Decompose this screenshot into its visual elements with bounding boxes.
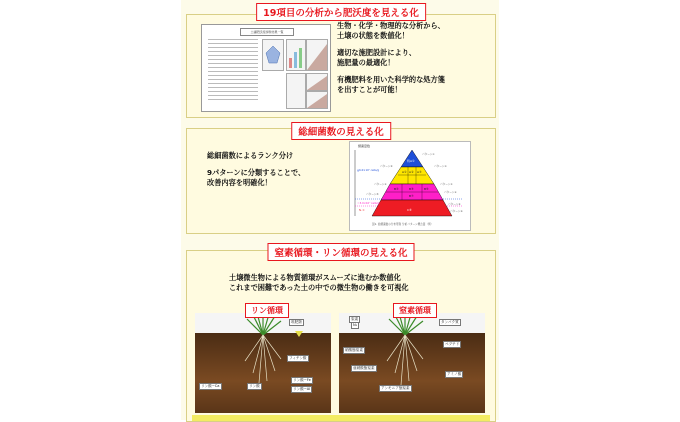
text-line: 生物・化学・物理的な分析から、 [337,21,445,30]
node: N₂ [353,323,358,327]
text-line: 適切な施肥設計により、 [337,48,417,57]
low-label: N. C [359,209,365,212]
phosphorus-cycle-diagram [195,313,331,413]
side-label: パターン③ [434,165,447,168]
side-label: パターン⑦ [366,193,379,196]
node: ペプチド [445,342,460,346]
side-label: パターン⑥ [444,191,457,194]
text-line: 有機肥料を用いた科学的な処方箋 [337,75,445,84]
section2-text [207,151,305,195]
pyramid-caption: 図1. 総細菌数の分布帯別 分析パターン概念図（例） [372,223,434,226]
pyramid-axis-label: 細菌量数 [358,144,371,148]
nitrogen-cycle-label: 窒素循環 [393,303,437,318]
document-page [181,0,499,420]
pyramid-figure [349,141,471,231]
gradient-chart-2 [306,73,328,91]
node: リン酸−Al [293,387,311,391]
lower-threshold: ＜3.0×10⁸ cells/g [357,202,380,205]
text-line: 9パターンに分類することで、 [207,168,306,177]
node: アンモニア態窒素 [381,386,410,390]
node: 硝酸態窒素 [345,348,363,352]
pyramid-svg [350,142,470,230]
section-title: 19項目の分析から肥沃度を見える化 [256,3,426,21]
node: リン酸−Fe [293,378,311,382]
radar-chart [262,39,284,71]
node: タンパク質 [441,320,459,324]
side-label: パターン⑤ [440,183,453,186]
section-title: 窒素循環・リン循環の見える化 [267,243,414,261]
text-line: 改善内容を明確化！ [207,178,272,187]
text-line: 土壌微生物による物質循環がスムーズに進むか数値化 [229,273,401,282]
bottom-bar [192,415,490,421]
pyramid-tier-red [372,200,452,216]
gradient-chart-3 [306,91,328,109]
fertility-section [186,8,496,118]
text-line: を出すことが可能！ [337,85,402,94]
node: リン酸−Ca [201,384,220,388]
analysis-report-thumbnail [201,24,331,112]
section-title: 総細菌数の見える化 [291,122,391,140]
node: 堆肥類 [291,320,302,324]
text-line: 総細菌数によるランク分け [207,151,294,160]
tier-label: B⑦ [409,194,414,198]
tier-label: A② [409,170,414,174]
node: フィチン酸 [289,356,307,360]
upper-threshold: ≧6.0×10⁸ cells/g [357,169,379,172]
tier-label: A③ [417,170,422,174]
tier-label: B④ [394,187,399,191]
plant-roots [339,313,485,413]
text-line: 土壌の状態を数値化！ [337,31,409,40]
table-block [286,73,306,109]
node: 亜硝酸態窒素 [353,366,375,370]
tier-label: C⑧ [407,208,412,212]
nitrogen-cycle-diagram [339,313,485,413]
bar-chart [286,39,306,71]
phosphorus-cycle-label: リン循環 [245,303,289,318]
bacteria-section [186,128,496,234]
section1-text [337,21,445,102]
node: 窒素 [351,317,359,321]
text-line: これまで困難であった土の中での微生物の働きを可視化 [229,283,409,292]
side-label: パターン⑨ [450,210,463,213]
section3-text [229,273,409,293]
nutrient-cycle-section [186,250,496,422]
text-line: 施肥量の最適化！ [337,58,395,67]
side-label: パターン① [422,153,435,156]
tier-label: B⑤ [409,187,414,191]
plant-roots [195,313,331,413]
side-label: パターン② [380,165,393,168]
side-label: パターン④ [374,183,387,186]
report-title: 土壌肥沃度診断結果一覧 [240,28,294,36]
tier-label: B⑥ [424,187,429,191]
node: リン酸 [249,384,260,388]
gradient-chart [306,39,328,71]
side-label: パターン⑧ [448,203,461,206]
tier-label: A① [402,170,407,174]
node: アミノ酸 [447,372,462,376]
tier-label: 特A① [407,159,415,163]
